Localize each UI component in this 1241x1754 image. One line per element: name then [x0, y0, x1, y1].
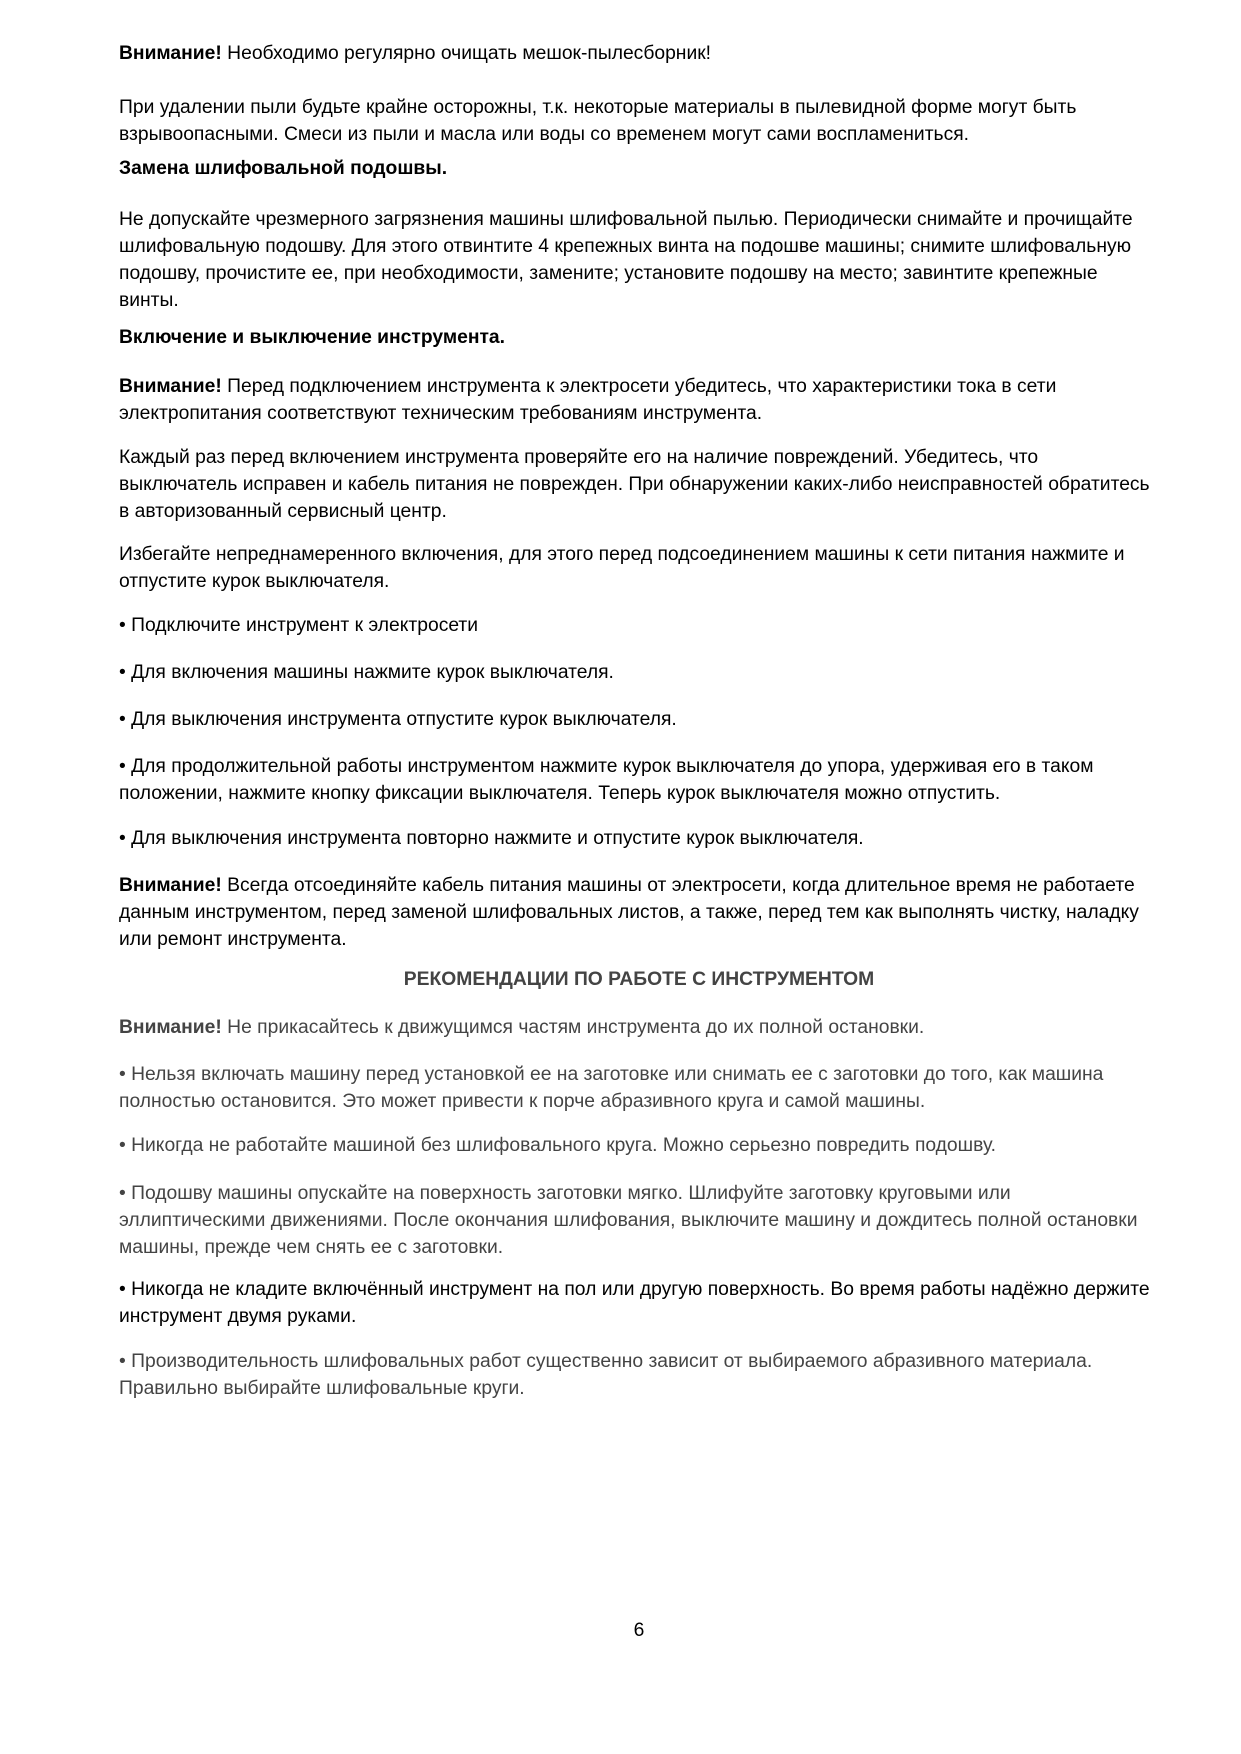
paragraph-damage-check: Каждый раз перед включением инструмента проверяйте его на наличие повреждений. Убедитесь, что выключатель исправен и кабель питания не поврежден. При обнаружении каких-либо неисправностей обратитесь в авторизованный сервисный центр. — [119, 447, 1150, 522]
list-item: • Для продолжительной работы инструментом нажмите курок выключателя до упора, удерживая его в таком положении, нажмите кнопку фиксации выключателя. Теперь курок выключателя можно отпустить. — [119, 756, 1094, 804]
warning-disconnect: Внимание! Всегда отсоединяйте кабель питания машины от электросети, когда длительное время не работаете данным инструментом, перед заменой шлифовальных листов, а также, перед тем как выполнять чистку, наладку или ремонт инструмента. — [119, 875, 1139, 950]
paragraph-dust-caution: При удалении пыли будьте крайне осторожны, т.к. некоторые материалы в пылевидной форме могут быть взрывоопасными. Смеси из пыли и масла или воды со временем могут сами воспламениться. — [119, 97, 1077, 145]
warning-mains-check: Внимание! Перед подключением инструмента к электросети убедитесь, что характеристики тока в сети электропитания соответствуют техническим требованиям инструмента. — [119, 376, 1057, 424]
warning-label: Внимание! — [119, 1017, 222, 1038]
list-item: • Для включения машины нажмите курок выключателя. — [119, 662, 614, 683]
list-item: • Нельзя включать машину перед установкой ее на заготовке или снимать ее с заготовки до того, как машина полностью остановится. Это может привести к порче абразивного круга и самой машины. — [119, 1064, 1104, 1112]
warning-moving-parts: Внимание! Не прикасайтесь к движущимся частям инструмента до их полной остановки. — [119, 1017, 925, 1038]
list-item: • Никогда не кладите включённый инструмент на пол или другую поверхность. Во время работы надёжно держите инструмент двумя руками. — [119, 1279, 1150, 1327]
heading-power-on-off: Включение и выключение инструмента. — [119, 327, 505, 348]
warning-label: Внимание! — [119, 875, 222, 896]
list-item: • Никогда не работайте машиной без шлифовального круга. Можно серьезно повредить подошву. — [119, 1135, 997, 1156]
warning-label: Внимание! — [119, 376, 222, 397]
page-number: 6 — [633, 1620, 645, 1641]
paragraph-accidental-start: Избегайте непреднамеренного включения, для этого перед подсоединением машины к сети питания нажмите и отпустите курок выключателя. — [119, 544, 1125, 592]
section-title: РЕКОМЕНДАЦИИ ПО РАБОТЕ С ИНСТРУМЕНТОМ — [403, 969, 875, 990]
list-item: • Подошву машины опускайте на поверхность заготовки мягко. Шлифуйте заготовку круговыми или эллиптическими движениями. После окончания шлифования, выключите машину и дождитесь полной остановки машины, прежде чем снять ее с заготовки. — [119, 1183, 1138, 1258]
heading-sole-replacement: Замена шлифовальной подошвы. — [119, 158, 448, 179]
paragraph-sole-cleaning: Не допускайте чрезмерного загрязнения машины шлифовальной пылью. Периодически снимайте и прочищайте шлифовальную подошву. Для этого отвинтите 4 крепежных винта на подошве машины; снимите шлифовальную подошву, прочистите ее, при необходимости, замените; установите подошву на место; завинтите крепежные винты. — [119, 209, 1133, 311]
warning-label: Внимание! — [119, 43, 222, 64]
list-item: • Для выключения инструмента повторно нажмите и отпустите курок выключателя. — [119, 828, 864, 849]
warning-dust-bag: Внимание! Необходимо регулярно очищать мешок-пылесборник! — [119, 43, 712, 64]
list-item: • Для выключения инструмента отпустите курок выключателя. — [119, 709, 677, 730]
list-item: • Подключите инструмент к электросети — [119, 615, 479, 636]
list-item: • Производительность шлифовальных работ существенно зависит от выбираемого абразивного материала. Правильно выбирайте шлифовальные круги. — [119, 1351, 1093, 1399]
